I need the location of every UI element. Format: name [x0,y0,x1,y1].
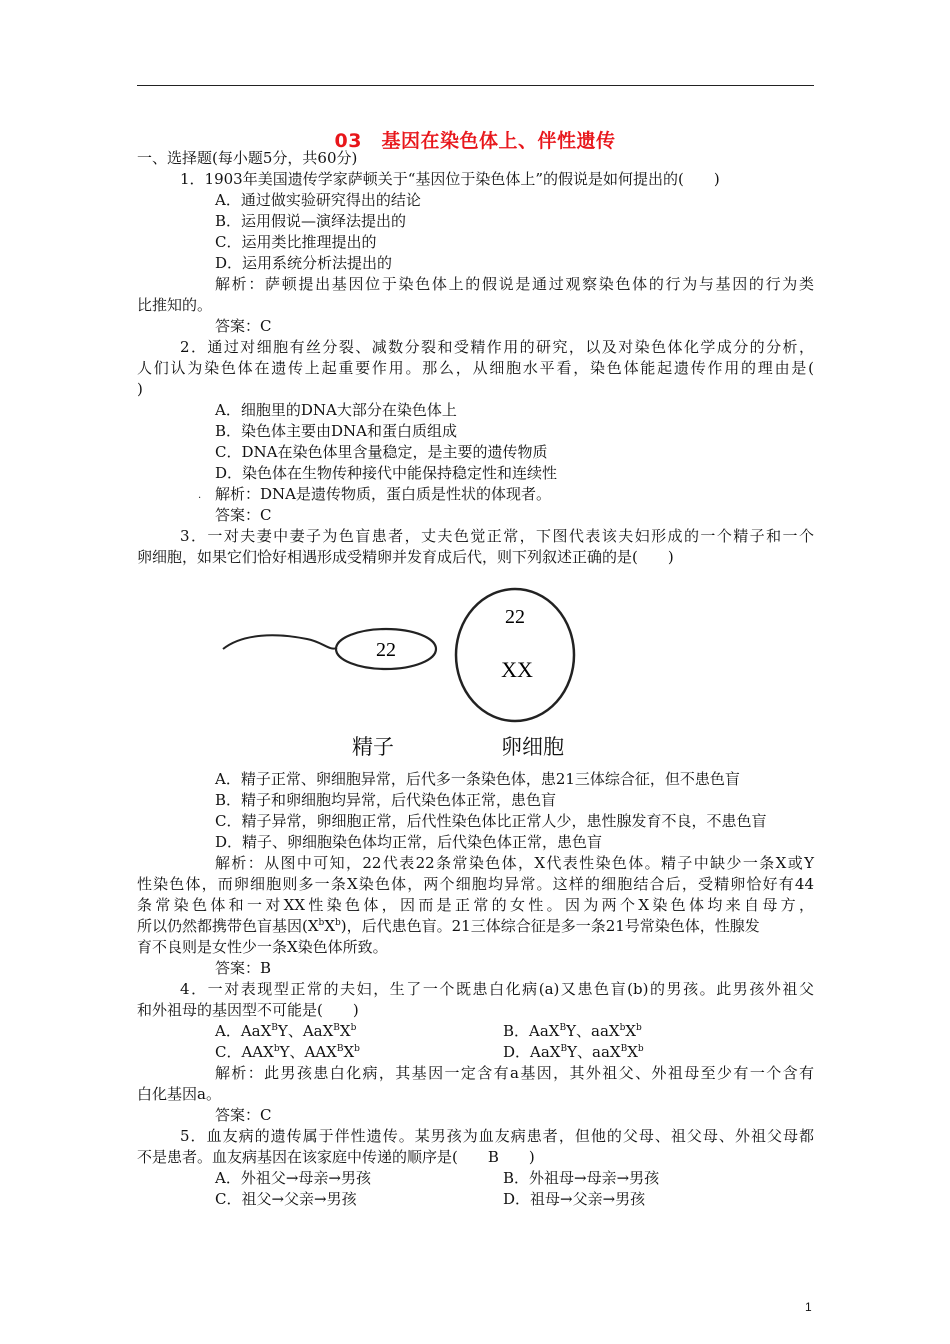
stray-mark: . [198,490,202,501]
q3-analysis-4: 所以仍然都携带色盲基因$(X^bX^b)$，后代患色盲。21三体综合征是多一条21号常染色体，性腺发 [137,917,760,935]
egg-label: 卵细胞 [501,735,564,759]
q5-option-b: B．外祖母→母亲→男孩 [503,1169,660,1187]
page-number: 1 [805,1300,812,1314]
q4-option-a: A．AaX$^B$Y、$AaX^BX^b$ [215,1022,357,1040]
q3-stem: 3．一对夫妻中妻子为色盲患者，丈夫色觉正常，下图代表该夫妇形成的一个精子和一个 [180,527,814,545]
q5-option-d: D．祖母→父亲→男孩 [503,1190,646,1208]
q1-option-a: A．通过做实验研究得出的结论 [215,191,421,209]
q1-answer: 答案：C [215,317,272,335]
q1-analysis-cont: 比推知的。 [137,296,213,314]
q2-option-b: B．染色体主要由DNA和蛋白质组成 [215,422,458,440]
q4-analysis: 解析：此男孩患白化病，其基因一定含有a基因，其外祖父、外祖母至少有一个含有 [215,1064,814,1082]
q4-answer: 答案：C [215,1106,272,1124]
q3-option-a: A．精子正常、卵细胞异常，后代多一条染色体，患21三体综合征，但不患色盲 [215,770,740,788]
q4-stem-cont: 和外祖母的基因型不可能是( ) [137,1001,359,1019]
q3-analysis-5: 育不良则是女性少一条X染色体所致。 [137,938,388,956]
sperm-tail [223,635,337,649]
q2-analysis: 解析：DNA是遗传物质，蛋白质是性状的体现者。 [215,485,551,503]
header-rule [137,85,814,86]
egg-sex-chromosomes: XX [501,657,533,682]
q2-option-a: A．细胞里的DNA大部分在染色体上 [215,401,457,419]
sperm-label: 精子 [352,735,394,759]
q2-stem: 2．通过对细胞有丝分裂、减数分裂和受精作用的研究，以及对染色体化学成分的分析， [180,338,814,356]
q4-option-d: D．AaX$^B$Y、$aaX^BX^b$ [503,1043,644,1061]
q3-option-b: B．精子和卵细胞均异常，后代染色体正常，患色盲 [215,791,557,809]
q3-answer: 答案：B [215,959,272,977]
egg-chromosome-count: 22 [505,606,525,628]
sperm-chromosome-count: 22 [376,639,396,661]
q3-analysis: 解析：从图中可知，22代表22条常染色体，X代表性染色体。精子中缺少一条X或Y [215,854,814,872]
q1-option-d: D．运用系统分析法提出的 [215,254,393,272]
gamete-figure [215,585,615,760]
q2-stem-paren: ) [137,380,143,398]
q5-option-a: A．外祖父→母亲→男孩 [215,1169,371,1187]
q4-stem: 4．一对表现型正常的夫妇，生了一个既患白化病(a)又患色盲(b)的男孩。此男孩外祖父 [180,980,814,998]
q2-option-d: D．染色体在生物传种接代中能保持稳定性和连续性 [215,464,558,482]
q5-stem: 5．血友病的遗传属于伴性遗传。某男孩为血友病患者，但他的父母、祖父母、外祖父母都 [180,1127,814,1145]
q5-stem-cont: 不是患者。血友病基因在该家庭中传递的顺序是( B ) [137,1148,535,1166]
q1-option-b: B．运用假说—演绎法提出的 [215,212,407,230]
q3-option-d: D．精子、卵细胞染色体均正常，后代染色体正常，患色盲 [215,833,603,851]
q5-option-c: C．祖父→父亲→男孩 [215,1190,357,1208]
q1-analysis: 解析：萨顿提出基因位于染色体上的假说是通过观察染色体的行为与基因的行为类 [215,275,814,293]
q3-option-c: C．精子异常，卵细胞正常，后代性染色体比正常人少，患性腺发育不良，不患色盲 [215,812,767,830]
q2-stem-cont: 人们认为染色体在遗传上起重要作用。那么，从细胞水平看，染色体能起遗传作用的理由是( [137,359,814,377]
page-title: 03 基因在染色体上、伴性遗传 [334,130,616,152]
q2-option-c: C．DNA在染色体里含量稳定，是主要的遗传物质 [215,443,548,461]
q4-analysis-cont: 白化基因a。 [137,1085,221,1103]
q4-option-b: B．AaX$^B$Y、$aaX^bX^b$ [503,1022,642,1040]
section-heading: 一、选择题(每小题5分，共60分) [137,149,358,167]
q3-stem-cont: 卵细胞，如果它们恰好相遇形成受精卵并发育成后代，则下列叙述正确的是( ) [137,548,674,566]
q3-analysis-2: 性染色体，而卵细胞则多一条X染色体，两个细胞均异常。这样的细胞结合后，受精卵恰好有44 [137,875,814,893]
q3-analysis-3: 条常染色体和一对XX性染色体，因而是正常的女性。因为两个X染色体均来自母方， [137,896,814,914]
q2-answer: 答案：C [215,506,272,524]
q1-stem: 1．1903年美国遗传学家萨顿关于“基因位于染色体上”的假说是如何提出的( ) [180,170,720,188]
q1-option-c: C．运用类比推理提出的 [215,233,377,251]
q4-option-c: C．AAX$^b$Y、$AAX^BX^b$ [215,1043,360,1061]
